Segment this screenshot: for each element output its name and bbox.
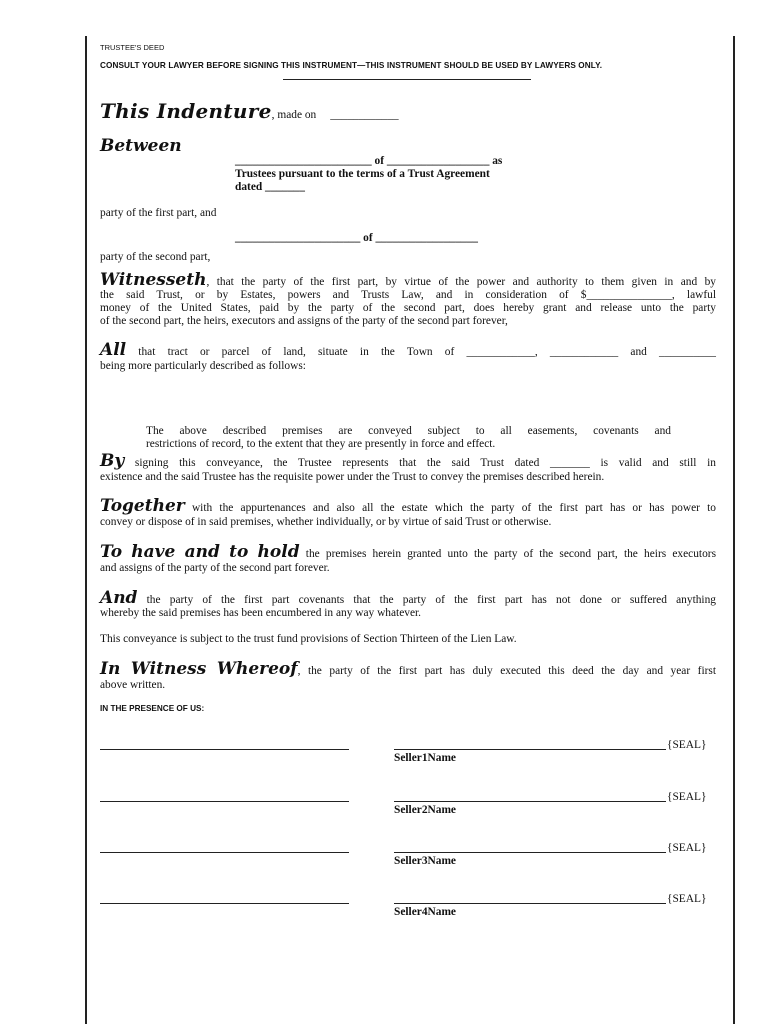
and-line-1: [100, 588, 716, 608]
together-line-2: convey or dispose of in said premises, whether individually, or by virtue of said Trust or otherwise.: [100, 516, 552, 528]
by-line-1: [100, 451, 716, 471]
witnesseth-text-1: , that the party of the first part, by virtue of the power and authority to them given in and by: [206, 276, 716, 288]
to-have-line-2: and assigns of the party of the second part forever.: [100, 562, 330, 574]
in-witness-heading: In Witness Whereof: [100, 659, 298, 679]
witness-signature-line-3[interactable]: [100, 852, 349, 853]
seller-signature-line-2[interactable]: [394, 801, 666, 802]
seller-signature-line-1[interactable]: [394, 749, 666, 750]
seal-label-3: {SEAL}: [667, 842, 707, 854]
all-heading: All: [100, 340, 127, 360]
by-text-1: signing this conveyance, the Trustee represents that the said Trust dated _______ is valid and still in: [134, 457, 716, 469]
first-party-label: party of the first part, and: [100, 207, 217, 219]
premises-line-1: The above described premises are conveyed subject to all easements, covenants and: [146, 425, 671, 437]
seller-signature-line-3[interactable]: [394, 852, 666, 853]
witnesseth-line-2: the said Trust, or by Estates, powers and Trusts Law, and in consideration of $_______________, lawful: [100, 289, 716, 301]
seller-signature-line-4[interactable]: [394, 903, 666, 904]
lien-law-clause: This conveyance is subject to the trust fund provisions of Section Thirteen of the Lien Law.: [100, 633, 517, 645]
and-line-2: whereby the said premises has been encumbered in any way whatever.: [100, 607, 422, 619]
to-have-heading: To have and to hold: [100, 542, 300, 562]
to-have-line-1: [100, 542, 716, 562]
in-witness-line-2: above written.: [100, 679, 166, 691]
witnesseth-heading: Witnesseth: [100, 270, 207, 290]
premises-line-2: restrictions of record, to the extent that they are presently in force and effect.: [146, 438, 496, 450]
header-rule: [283, 79, 531, 80]
seller-name-2: Seller2Name: [394, 804, 456, 816]
trustee-name-field[interactable]: ________________________ of __________________ as: [235, 155, 503, 167]
indenture-line: [100, 99, 399, 123]
in-witness-line-1: [100, 659, 716, 679]
second-party-label: party of the second part,: [100, 251, 211, 263]
made-on-label: , made on: [271, 109, 317, 121]
seller-name-4: Seller4Name: [394, 906, 456, 918]
presence-label: IN THE PRESENCE OF US:: [100, 704, 205, 713]
all-line-1: [100, 340, 716, 360]
between-heading: Between: [100, 136, 182, 156]
and-text-1: the party of the first part covenants that the party of the first part has not done or suffered anything: [146, 594, 716, 606]
witness-signature-line-2[interactable]: [100, 801, 349, 802]
witnesseth-line-4: of the second part, the heirs, executors and assigns of the party of the second part forever,: [100, 315, 508, 327]
seal-label-1: {SEAL}: [667, 739, 707, 751]
seal-label-2: {SEAL}: [667, 791, 707, 803]
seller-name-1: Seller1Name: [394, 752, 456, 764]
witnesseth-line-3: money of the United States, paid by the party of the second part, does hereby grant and release unto the party: [100, 302, 716, 314]
lawyer-warning: CONSULT YOUR LAWYER BEFORE SIGNING THIS INSTRUMENT—THIS INSTRUMENT SHOULD BE USED BY LAWYERS ONLY.: [100, 61, 603, 70]
witness-signature-line-1[interactable]: [100, 749, 349, 750]
left-margin-rule: [85, 36, 87, 1024]
trustee-description: Trustees pursuant to the terms of a Trust Agreement: [235, 168, 490, 180]
all-text-1: that tract or parcel of land, situate in the Town of ____________, ____________ and __________: [138, 346, 716, 358]
together-heading: Together: [100, 496, 185, 516]
all-line-2: being more particularly described as follows:: [100, 360, 306, 372]
indenture-date-field[interactable]: ____________: [330, 109, 399, 121]
right-margin-rule: [733, 36, 735, 1024]
and-heading: And: [100, 588, 138, 608]
witnesseth-line-1: [100, 270, 716, 290]
seal-label-4: {SEAL}: [667, 893, 707, 905]
document-type: TRUSTEE'S DEED: [100, 43, 165, 52]
second-party-name-field[interactable]: ______________________ of __________________: [235, 232, 478, 244]
seller-name-3: Seller3Name: [394, 855, 456, 867]
to-have-text-1: the premises herein granted unto the party of the second part, the heirs executors: [305, 548, 716, 560]
together-text-1: with the appurtenances and also all the estate which the party of the first part has or has power to: [191, 502, 716, 514]
by-line-2: existence and the said Trustee has the requisite power under the Trust to convey the premises described herein.: [100, 471, 605, 483]
indenture-heading: This Indenture: [100, 99, 272, 123]
in-witness-text-1: , the party of the first part has duly executed this deed the day and year first: [297, 665, 716, 677]
by-heading: By: [100, 451, 125, 471]
witness-signature-line-4[interactable]: [100, 903, 349, 904]
trust-date-field[interactable]: dated _______: [235, 181, 305, 193]
together-line-1: [100, 496, 716, 516]
